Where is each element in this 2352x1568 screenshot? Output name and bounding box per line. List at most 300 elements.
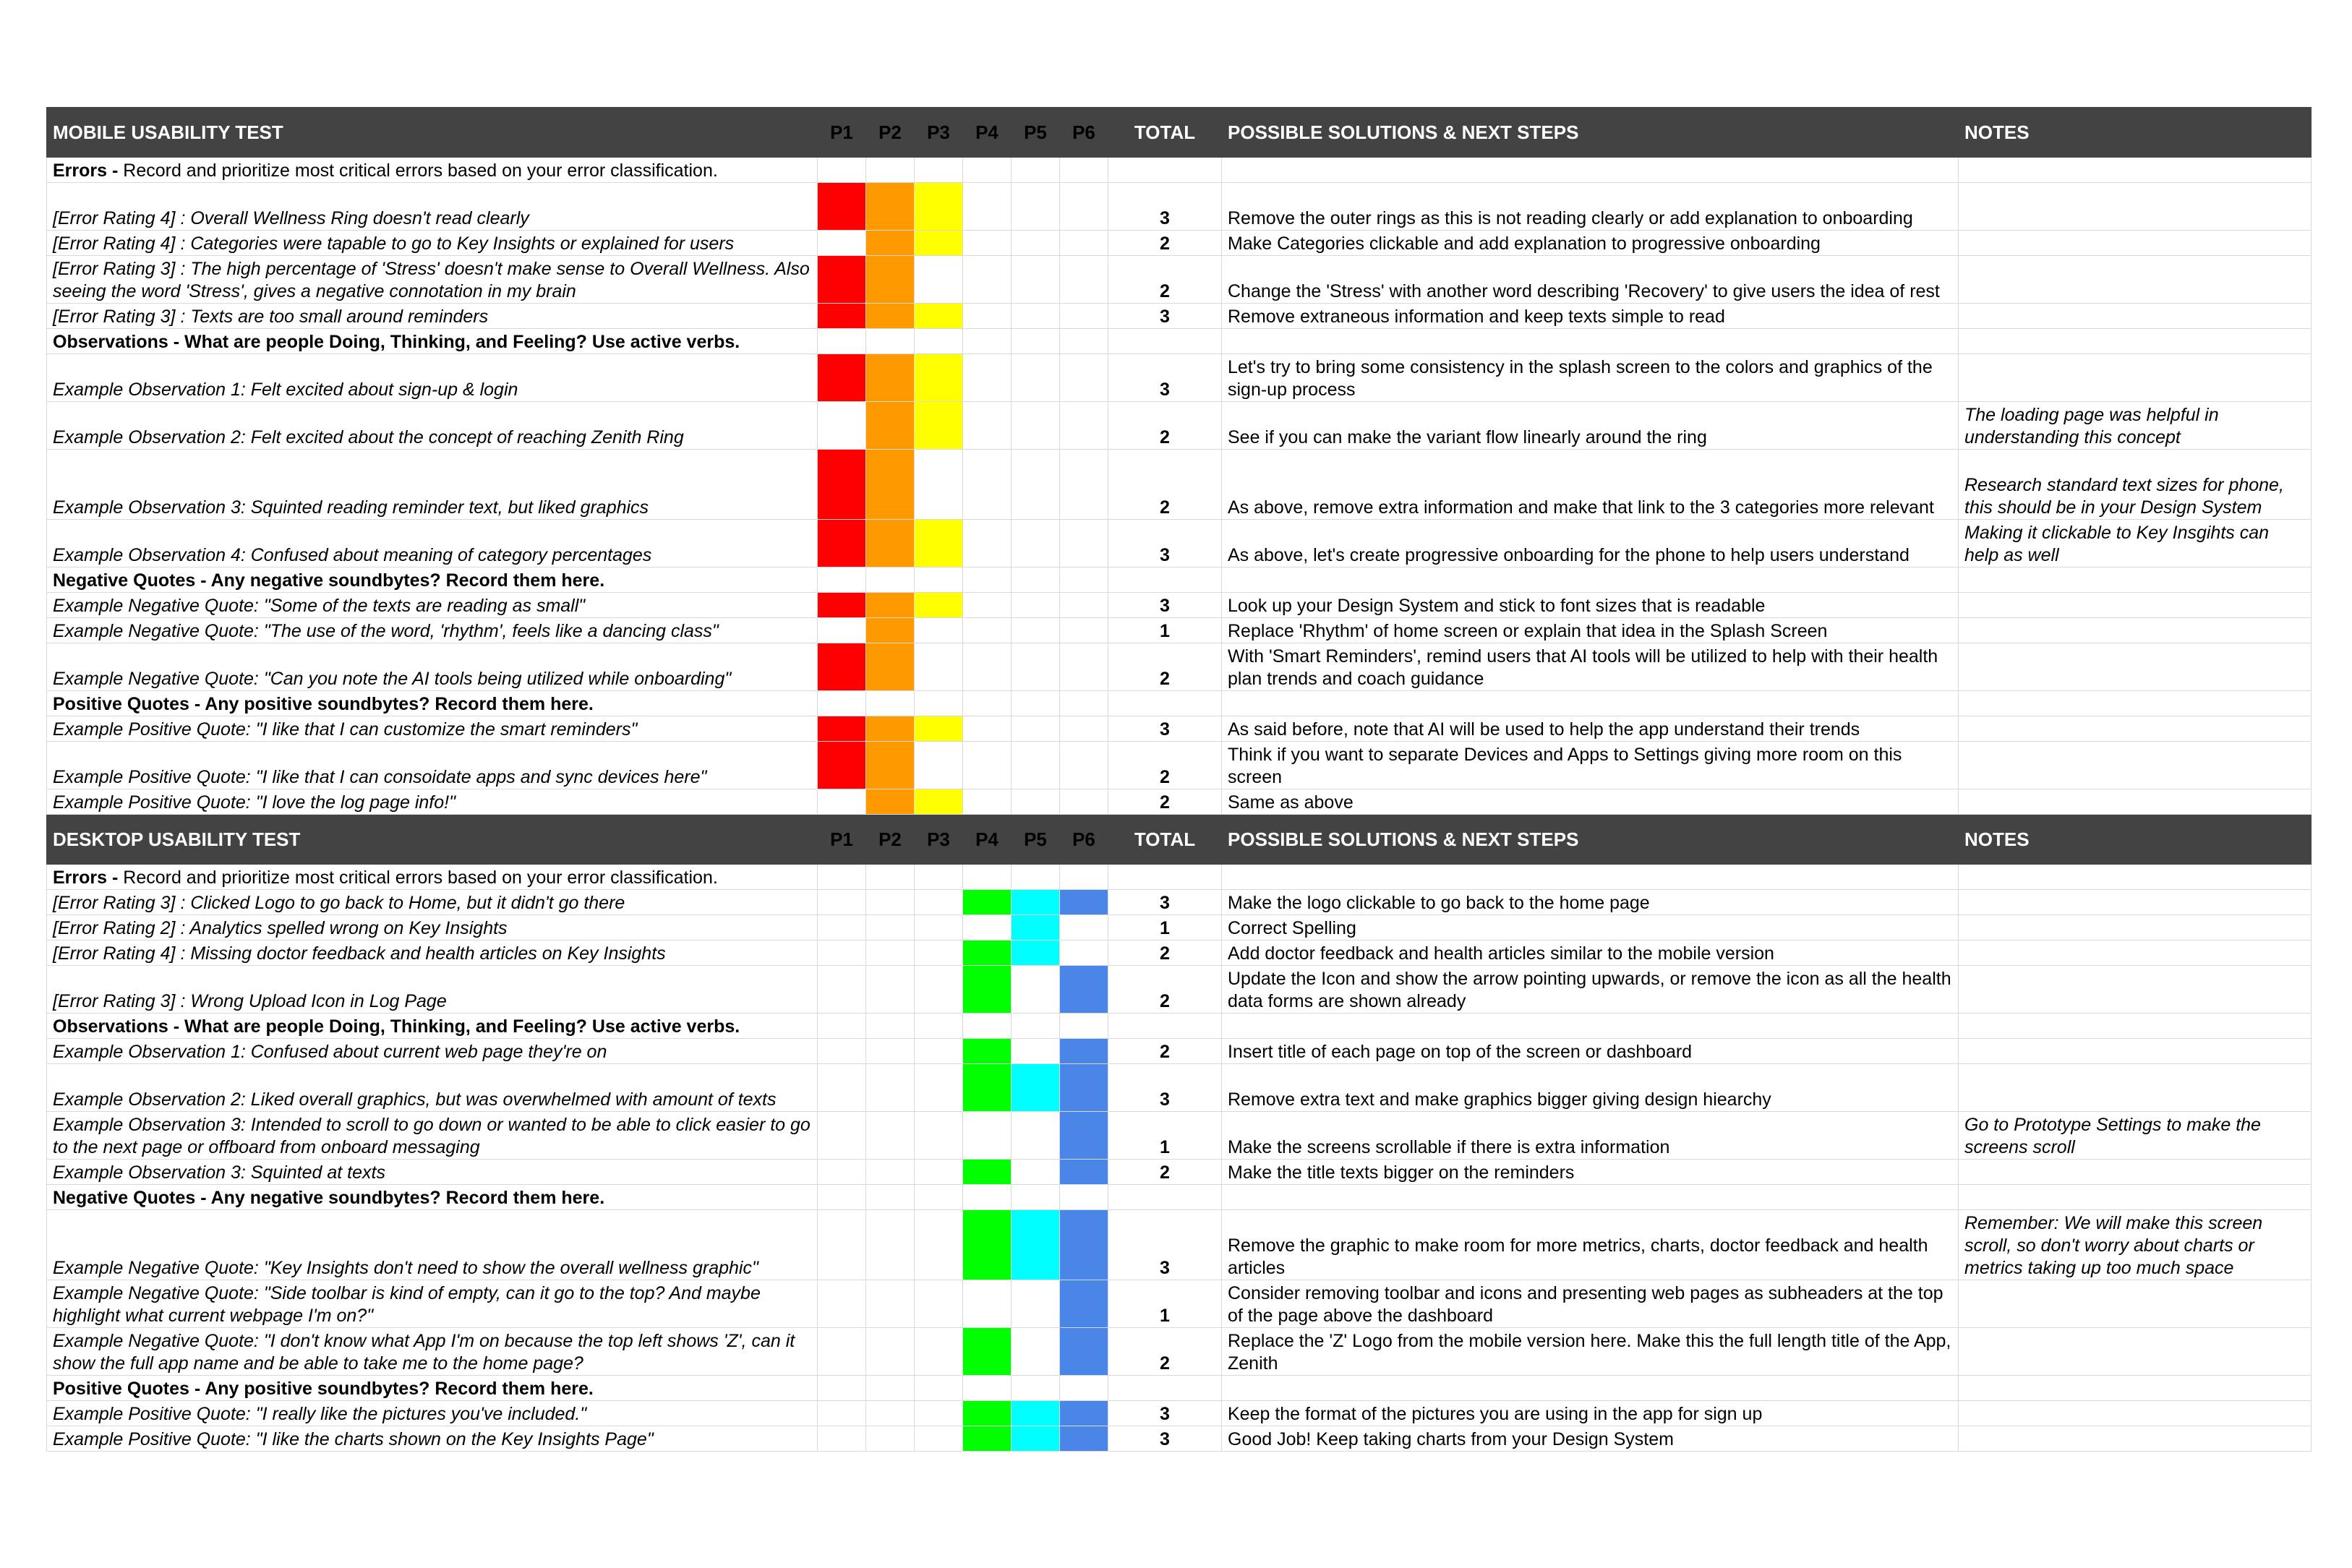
participant-cell-p2 (866, 304, 915, 329)
notes-text (1959, 941, 2312, 966)
total-value: 2 (1108, 1328, 1222, 1376)
participant-cell (1012, 1014, 1060, 1039)
participant-cell-p4 (963, 966, 1012, 1014)
participant-cell (963, 1185, 1012, 1210)
participant-cell-p2 (866, 1328, 915, 1376)
solution-text: See if you can make the variant flow linearly around the ring (1222, 402, 1959, 450)
notes-text: Remember: We will make this screen scroll, so don't worry about charts or metrics taking up too much space (1959, 1210, 2312, 1280)
participant-cell-p1 (818, 354, 866, 402)
participant-cell-p5 (1012, 941, 1060, 966)
solution-text: As said before, note that AI will be used to help the app understand their trends (1222, 716, 1959, 742)
notes-text (1959, 1039, 2312, 1064)
participant-cell-p2 (866, 643, 915, 691)
participant-cell-p2 (866, 789, 915, 815)
total-value: 2 (1108, 643, 1222, 691)
participant-cell-p5 (1012, 593, 1060, 618)
participant-cell-p4 (963, 450, 1012, 520)
participant-cell-p6 (1060, 890, 1108, 915)
participant-cell-p4 (963, 618, 1012, 643)
subsection-row (47, 1014, 2312, 1039)
table-row (47, 402, 2312, 450)
participant-cell (1060, 1185, 1108, 1210)
participant-cell (963, 329, 1012, 354)
participant-cell-p2 (866, 1160, 915, 1185)
participant-cell-p2 (866, 742, 915, 789)
finding-text: Example Positive Quote: "I like that I can customize the smart reminders" (47, 716, 818, 742)
subsection-title: Observations - What are people Doing, Thinking, and Feeling? Use active verbs. (53, 1016, 740, 1037)
solution-cell (1222, 865, 1959, 890)
total-value: 3 (1108, 354, 1222, 402)
subsection-row (47, 1376, 2312, 1401)
participant-cell-p2 (866, 402, 915, 450)
participant-cell (818, 329, 866, 354)
notes-text (1959, 256, 2312, 304)
participant-cell-p4 (963, 1064, 1012, 1112)
subsection-label (47, 1185, 818, 1210)
participant-cell-p3 (915, 643, 963, 691)
subsection-row (47, 158, 2312, 183)
participant-cell-p1 (818, 966, 866, 1014)
participant-cell-p2 (866, 1064, 915, 1112)
participant-cell (1012, 329, 1060, 354)
total-cell (1108, 1185, 1222, 1210)
participant-cell-p5 (1012, 450, 1060, 520)
table-row (47, 183, 2312, 231)
participant-cell-p1 (818, 742, 866, 789)
participant-cell-p5 (1012, 402, 1060, 450)
participant-cell (915, 865, 963, 890)
participant-cell-p3 (915, 1160, 963, 1185)
participant-cell-p3 (915, 915, 963, 941)
notes-cell (1959, 158, 2312, 183)
participant-cell-p3 (915, 256, 963, 304)
participant-cell-p1 (818, 593, 866, 618)
participant-cell (1012, 567, 1060, 593)
participant-cell-p4 (963, 1401, 1012, 1426)
participant-cell (915, 1014, 963, 1039)
participant-cell-p5 (1012, 256, 1060, 304)
participant-cell-p3 (915, 450, 963, 520)
participant-cell-p1 (818, 450, 866, 520)
participant-cell-p5 (1012, 1401, 1060, 1426)
finding-text: [Error Rating 4] : Missing doctor feedback and health articles on Key Insights (47, 941, 818, 966)
participant-cell-p4 (963, 1112, 1012, 1160)
participant-cell-p5 (1012, 1210, 1060, 1280)
finding-text: [Error Rating 3] : Clicked Logo to go back to Home, but it didn't go there (47, 890, 818, 915)
table-row (47, 1039, 2312, 1064)
participant-header-p2: P2 (866, 815, 915, 865)
solutions-header: POSSIBLE SOLUTIONS & NEXT STEPS (1222, 815, 1959, 865)
participant-cell-p4 (963, 183, 1012, 231)
participant-cell-p6 (1060, 1328, 1108, 1376)
subsection-label (47, 158, 818, 183)
notes-cell (1959, 865, 2312, 890)
participant-cell-p6 (1060, 1064, 1108, 1112)
participant-cell (1012, 865, 1060, 890)
section-title: DESKTOP USABILITY TEST (47, 815, 818, 865)
notes-text (1959, 789, 2312, 815)
participant-cell-p4 (963, 1160, 1012, 1185)
notes-text: Go to Prototype Settings to make the screens scroll (1959, 1112, 2312, 1160)
participant-cell-p6 (1060, 231, 1108, 256)
solution-cell (1222, 691, 1959, 716)
participant-cell-p3 (915, 1280, 963, 1328)
notes-text (1959, 593, 2312, 618)
subsection-label (47, 865, 818, 890)
table-row (47, 941, 2312, 966)
finding-text: Example Positive Quote: "I really like the pictures you've included." (47, 1401, 818, 1426)
total-cell (1108, 1376, 1222, 1401)
table-row (47, 1160, 2312, 1185)
notes-cell (1959, 1185, 2312, 1210)
finding-text: Example Observation 2: Liked overall graphics, but was overwhelmed with amount of texts (47, 1064, 818, 1112)
finding-text: [Error Rating 3] : Wrong Upload Icon in Log Page (47, 966, 818, 1014)
solution-text: Keep the format of the pictures you are using in the app for sign up (1222, 1401, 1959, 1426)
participant-cell-p2 (866, 1426, 915, 1452)
participant-cell (866, 1185, 915, 1210)
participant-cell-p4 (963, 304, 1012, 329)
participant-cell-p2 (866, 1280, 915, 1328)
solution-text: Insert title of each page on top of the screen or dashboard (1222, 1039, 1959, 1064)
solution-cell (1222, 567, 1959, 593)
participant-cell-p6 (1060, 618, 1108, 643)
total-value: 1 (1108, 1280, 1222, 1328)
finding-text: Example Negative Quote: "Key Insights don't need to show the overall wellness graphic" (47, 1210, 818, 1280)
table-row (47, 520, 2312, 567)
participant-cell-p2 (866, 520, 915, 567)
table-row (47, 915, 2312, 941)
participant-cell (818, 567, 866, 593)
participant-cell-p5 (1012, 618, 1060, 643)
participant-cell (963, 158, 1012, 183)
subsection-title: Errors - (53, 867, 124, 888)
participant-cell (1060, 691, 1108, 716)
finding-text: Example Positive Quote: "I love the log page info!" (47, 789, 818, 815)
table-row (47, 1280, 2312, 1328)
finding-text: Example Observation 1: Felt excited about sign-up & login (47, 354, 818, 402)
participant-cell-p3 (915, 742, 963, 789)
notes-text: Research standard text sizes for phone, this should be in your Design System (1959, 450, 2312, 520)
total-cell (1108, 329, 1222, 354)
participant-cell (915, 158, 963, 183)
participant-cell-p4 (963, 742, 1012, 789)
solution-cell (1222, 1185, 1959, 1210)
solution-text: Replace the 'Z' Logo from the mobile version here. Make this the full length title of the App, Zenith (1222, 1328, 1959, 1376)
total-value: 2 (1108, 1160, 1222, 1185)
participant-cell (1060, 158, 1108, 183)
finding-text: Example Negative Quote: "The use of the word, 'rhythm', feels like a dancing class" (47, 618, 818, 643)
notes-cell (1959, 329, 2312, 354)
participant-cell (818, 1376, 866, 1401)
notes-text (1959, 966, 2312, 1014)
table-row (47, 304, 2312, 329)
participant-header-p1: P1 (818, 815, 866, 865)
participant-header-p1: P1 (818, 108, 866, 158)
participant-header-p4: P4 (963, 108, 1012, 158)
participant-cell-p5 (1012, 1160, 1060, 1185)
solution-text: Remove extra text and make graphics bigger giving design hiearchy (1222, 1064, 1959, 1112)
total-value: 3 (1108, 716, 1222, 742)
notes-header: NOTES (1959, 815, 2312, 865)
subsection-description: Record and prioritize most critical errors based on your error classification. (123, 160, 718, 181)
participant-cell-p4 (963, 1039, 1012, 1064)
notes-cell (1959, 691, 2312, 716)
finding-text: [Error Rating 2] : Analytics spelled wrong on Key Insights (47, 915, 818, 941)
total-value: 2 (1108, 450, 1222, 520)
subsection-row (47, 691, 2312, 716)
participant-cell-p4 (963, 643, 1012, 691)
solution-text: Replace 'Rhythm' of home screen or explain that idea in the Splash Screen (1222, 618, 1959, 643)
participant-cell-p1 (818, 520, 866, 567)
solution-text: Let's try to bring some consistency in the splash screen to the colors and graphics of the sign-up process (1222, 354, 1959, 402)
notes-cell (1959, 567, 2312, 593)
participant-cell-p4 (963, 716, 1012, 742)
finding-text: [Error Rating 3] : Texts are too small around reminders (47, 304, 818, 329)
participant-cell-p4 (963, 231, 1012, 256)
table-row (47, 789, 2312, 815)
participant-cell-p4 (963, 1328, 1012, 1376)
total-value: 3 (1108, 890, 1222, 915)
total-value: 1 (1108, 915, 1222, 941)
subsection-label (47, 567, 818, 593)
participant-cell-p3 (915, 1426, 963, 1452)
participant-cell-p3 (915, 716, 963, 742)
participant-cell-p6 (1060, 742, 1108, 789)
subsection-row (47, 329, 2312, 354)
participant-cell-p5 (1012, 183, 1060, 231)
participant-cell-p6 (1060, 256, 1108, 304)
participant-cell-p1 (818, 1112, 866, 1160)
participant-cell-p2 (866, 1401, 915, 1426)
table-row (47, 1426, 2312, 1452)
solution-text: With 'Smart Reminders', remind users that AI tools will be utilized to help with their health plan trends and coach guidance (1222, 643, 1959, 691)
total-cell (1108, 567, 1222, 593)
participant-cell (915, 329, 963, 354)
subsection-title: Positive Quotes - Any positive soundbytes? Record them here. (53, 1379, 594, 1399)
solution-text: As above, let's create progressive onboarding for the phone to help users understand (1222, 520, 1959, 567)
participant-cell-p1 (818, 890, 866, 915)
participant-cell (963, 567, 1012, 593)
total-cell (1108, 865, 1222, 890)
participant-cell-p6 (1060, 354, 1108, 402)
solution-cell (1222, 158, 1959, 183)
subsection-title: Negative Quotes - Any negative soundbytes? Record them here. (53, 570, 605, 591)
notes-text (1959, 1160, 2312, 1185)
participant-cell-p4 (963, 1210, 1012, 1280)
finding-text: Example Negative Quote: "Can you note the AI tools being utilized while onboarding" (47, 643, 818, 691)
solution-text: Add doctor feedback and health articles similar to the mobile version (1222, 941, 1959, 966)
finding-text: Example Negative Quote: "Side toolbar is kind of empty, can it go to the top? And maybe highlight what current webpage I'm on?" (47, 1280, 818, 1328)
total-value: 2 (1108, 231, 1222, 256)
participant-cell (818, 1185, 866, 1210)
subsection-title: Negative Quotes - Any negative soundbytes? Record them here. (53, 1188, 605, 1208)
participant-cell-p6 (1060, 1426, 1108, 1452)
finding-text: [Error Rating 4] : Categories were tapable to go to Key Insights or explained for users (47, 231, 818, 256)
notes-text (1959, 915, 2312, 941)
table-row (47, 1112, 2312, 1160)
notes-text (1959, 1328, 2312, 1376)
notes-text (1959, 1064, 2312, 1112)
total-value: 3 (1108, 520, 1222, 567)
participant-cell-p3 (915, 520, 963, 567)
participant-cell-p5 (1012, 354, 1060, 402)
participant-cell-p2 (866, 1039, 915, 1064)
solutions-header: POSSIBLE SOLUTIONS & NEXT STEPS (1222, 108, 1959, 158)
table-row (47, 256, 2312, 304)
participant-cell-p1 (818, 1160, 866, 1185)
participant-header-p2: P2 (866, 108, 915, 158)
participant-cell (1012, 1185, 1060, 1210)
participant-cell (915, 1376, 963, 1401)
notes-cell (1959, 1376, 2312, 1401)
participant-cell-p4 (963, 1426, 1012, 1452)
participant-header-p4: P4 (963, 815, 1012, 865)
participant-cell (866, 1014, 915, 1039)
participant-cell-p1 (818, 183, 866, 231)
participant-cell (866, 567, 915, 593)
participant-cell (818, 1014, 866, 1039)
participant-cell-p1 (818, 716, 866, 742)
participant-cell (866, 1376, 915, 1401)
participant-cell-p4 (963, 256, 1012, 304)
total-cell (1108, 1014, 1222, 1039)
solution-text: Correct Spelling (1222, 915, 1959, 941)
participant-cell (818, 865, 866, 890)
participant-cell-p1 (818, 304, 866, 329)
subsection-label (47, 691, 818, 716)
solution-cell (1222, 329, 1959, 354)
participant-cell (915, 1185, 963, 1210)
solution-text: Consider removing toolbar and icons and presenting web pages as subheaders at the top of the page above the dashboard (1222, 1280, 1959, 1328)
participant-cell-p3 (915, 402, 963, 450)
participant-cell-p3 (915, 1210, 963, 1280)
participant-cell-p6 (1060, 1039, 1108, 1064)
total-value: 2 (1108, 789, 1222, 815)
notes-text (1959, 183, 2312, 231)
subsection-row (47, 567, 2312, 593)
participant-cell-p3 (915, 1401, 963, 1426)
finding-text: Example Observation 3: Squinted reading reminder text, but liked graphics (47, 450, 818, 520)
participant-cell-p4 (963, 402, 1012, 450)
solution-text: Change the 'Stress' with another word describing 'Recovery' to give users the idea of rest (1222, 256, 1959, 304)
participant-cell-p1 (818, 1210, 866, 1280)
participant-cell-p6 (1060, 1112, 1108, 1160)
table-row (47, 593, 2312, 618)
participant-cell-p1 (818, 1280, 866, 1328)
participant-cell-p6 (1060, 304, 1108, 329)
participant-cell-p5 (1012, 915, 1060, 941)
finding-text: Example Negative Quote: "Some of the texts are reading as small" (47, 593, 818, 618)
solution-text: Remove the outer rings as this is not reading clearly or add explanation to onboarding (1222, 183, 1959, 231)
participant-cell-p5 (1012, 1112, 1060, 1160)
solution-text: Update the Icon and show the arrow pointing upwards, or remove the icon as all the health data forms are shown already (1222, 966, 1959, 1014)
participant-cell (866, 329, 915, 354)
participant-cell-p1 (818, 789, 866, 815)
participant-cell (1060, 1376, 1108, 1401)
participant-cell-p2 (866, 256, 915, 304)
notes-text (1959, 716, 2312, 742)
total-value: 2 (1108, 1039, 1222, 1064)
participant-cell-p2 (866, 915, 915, 941)
notes-text (1959, 890, 2312, 915)
total-value: 2 (1108, 742, 1222, 789)
total-value: 3 (1108, 593, 1222, 618)
participant-cell (818, 158, 866, 183)
notes-text (1959, 354, 2312, 402)
total-value: 1 (1108, 1112, 1222, 1160)
table-row (47, 450, 2312, 520)
participant-cell-p5 (1012, 520, 1060, 567)
participant-cell-p6 (1060, 402, 1108, 450)
table-row (47, 1064, 2312, 1112)
participant-cell (1012, 1376, 1060, 1401)
participant-cell-p1 (818, 256, 866, 304)
participant-cell (963, 1376, 1012, 1401)
participant-cell-p6 (1060, 643, 1108, 691)
participant-cell-p6 (1060, 1160, 1108, 1185)
participant-cell-p6 (1060, 520, 1108, 567)
participant-cell-p1 (818, 1064, 866, 1112)
solution-text: Same as above (1222, 789, 1959, 815)
participant-cell-p2 (866, 1210, 915, 1280)
participant-cell-p6 (1060, 716, 1108, 742)
participant-cell-p6 (1060, 789, 1108, 815)
participant-cell-p2 (866, 231, 915, 256)
participant-cell-p5 (1012, 789, 1060, 815)
participant-cell-p2 (866, 941, 915, 966)
participant-cell-p2 (866, 966, 915, 1014)
participant-cell (915, 691, 963, 716)
table-row (47, 966, 2312, 1014)
participant-header-p5: P5 (1012, 108, 1060, 158)
participant-cell (963, 691, 1012, 716)
participant-cell-p6 (1060, 1280, 1108, 1328)
finding-text: [Error Rating 4] : Overall Wellness Ring doesn't read clearly (47, 183, 818, 231)
subsection-title: Positive Quotes - Any positive soundbytes? Record them here. (53, 694, 594, 714)
total-value: 3 (1108, 304, 1222, 329)
participant-cell-p6 (1060, 966, 1108, 1014)
participant-cell-p3 (915, 593, 963, 618)
table-row (47, 643, 2312, 691)
finding-text: Example Positive Quote: "I like the charts shown on the Key Insights Page" (47, 1426, 818, 1452)
participant-cell-p3 (915, 789, 963, 815)
participant-cell-p2 (866, 450, 915, 520)
participant-cell-p5 (1012, 231, 1060, 256)
participant-cell (1060, 329, 1108, 354)
participant-cell-p5 (1012, 304, 1060, 329)
total-cell (1108, 158, 1222, 183)
section-header-row (47, 108, 2312, 158)
total-value: 2 (1108, 941, 1222, 966)
total-header: TOTAL (1108, 108, 1222, 158)
total-value: 2 (1108, 402, 1222, 450)
participant-cell (1012, 158, 1060, 183)
table-row (47, 354, 2312, 402)
finding-text: [Error Rating 3] : The high percentage of 'Stress' doesn't make sense to Overall Wellness. Also seeing the word 'Stress', gives a negative connotation in my brain (47, 256, 818, 304)
participant-cell-p4 (963, 789, 1012, 815)
participant-cell-p5 (1012, 890, 1060, 915)
participant-cell-p3 (915, 304, 963, 329)
participant-cell-p6 (1060, 183, 1108, 231)
participant-cell-p5 (1012, 1064, 1060, 1112)
table-row (47, 1328, 2312, 1376)
finding-text: Example Observation 1: Confused about current web page they're on (47, 1039, 818, 1064)
participant-cell (963, 1014, 1012, 1039)
participant-cell-p3 (915, 1328, 963, 1376)
participant-cell-p1 (818, 1426, 866, 1452)
participant-cell-p6 (1060, 941, 1108, 966)
subsection-title: Observations - What are people Doing, Thinking, and Feeling? Use active verbs. (53, 332, 740, 352)
